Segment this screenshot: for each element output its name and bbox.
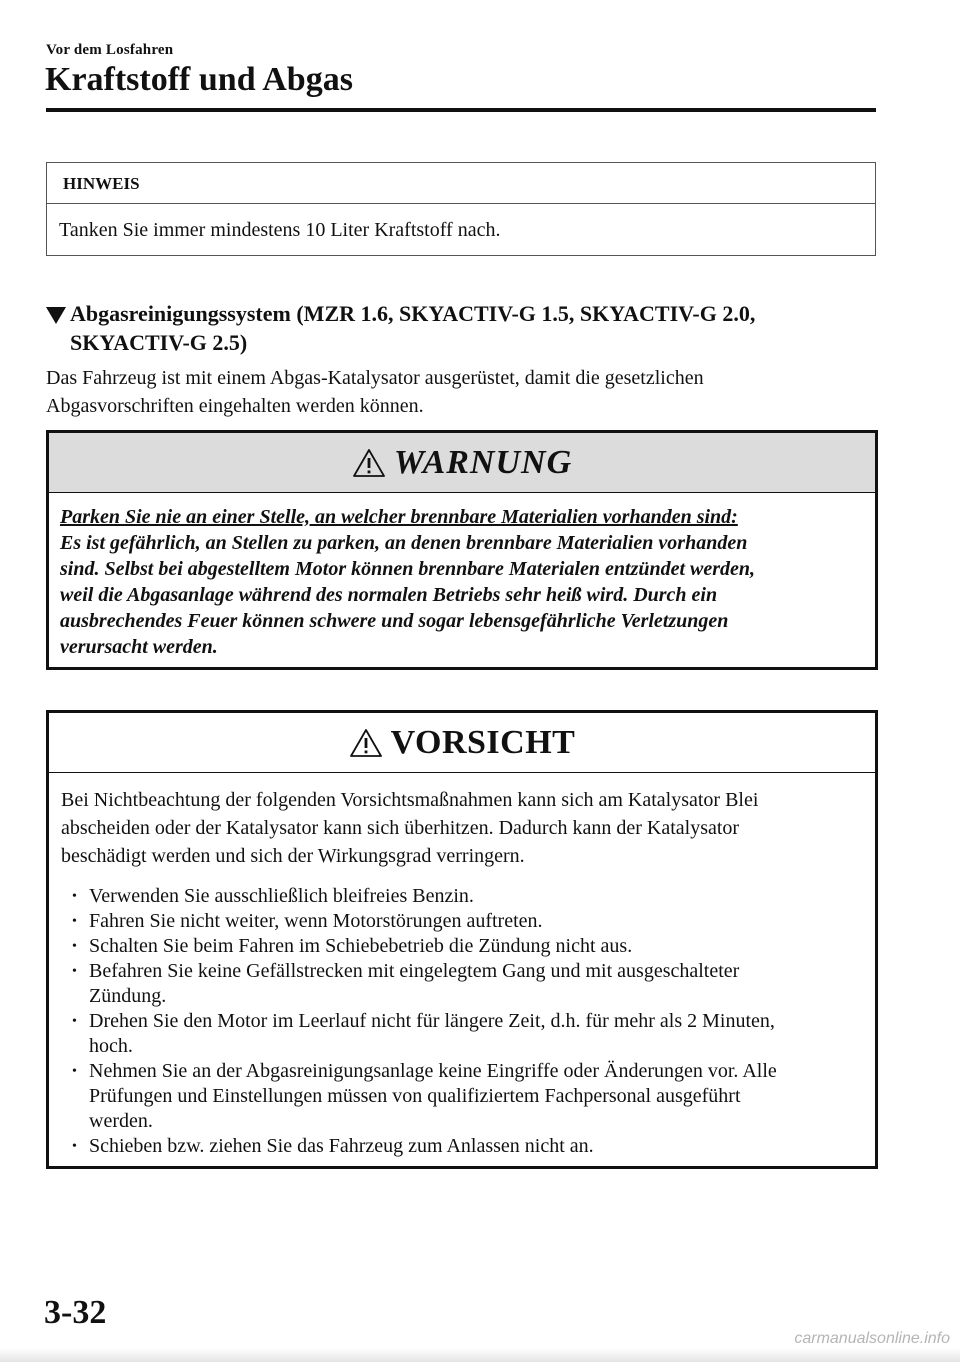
warning-body: [49, 493, 875, 660]
caution-title: VORSICHT: [390, 723, 576, 761]
warning-triangle-icon: [352, 448, 386, 478]
bullet-icon: •: [72, 889, 77, 904]
bullet-icon: •: [72, 1014, 77, 1029]
caution-intro-line: abscheiden oder der Katalysator kann sich überhitzen. Dadurch kann der Katalysator: [61, 817, 740, 839]
section-label: Vor dem Losfahren: [46, 42, 174, 58]
warning-line: sind. Selbst bei abgestelltem Motor können brennbare Materialen entzündet werden,: [60, 558, 756, 580]
list-item: [72, 1134, 863, 1159]
list-item: [72, 884, 863, 909]
warning-line: Es ist gefährlich, an Stellen zu parken, an denen brennbare Materialien vorhanden: [60, 532, 748, 554]
title-rule: [46, 108, 876, 112]
list-item-line: hoch.: [89, 1035, 133, 1057]
warning-title: WARNUNG: [393, 443, 573, 481]
list-item-line: Befahren Sie keine Gefällstrecken mit eingelegtem Gang und mit ausgeschalteter: [89, 960, 740, 982]
triangle-down-icon: [46, 307, 66, 324]
bullet-icon: •: [72, 1064, 77, 1079]
caution-intro-line: Bei Nichtbeachtung der folgenden Vorsichtsmaßnahmen kann sich am Katalysator Blei: [61, 789, 759, 811]
list-item-line: Fahren Sie nicht weiter, wenn Motorstörungen auftreten.: [89, 910, 543, 932]
note-text: Tanken Sie immer mindestens 10 Liter Kraftstoff nach.: [59, 219, 501, 241]
list-item-line: Schalten Sie beim Fahren im Schiebebetrieb die Zündung nicht aus.: [89, 935, 633, 957]
bullet-icon: •: [72, 939, 77, 954]
intro-line: Abgasvorschriften eingehalten werden können.: [46, 395, 424, 417]
warning-lead: Parken Sie nie an einer Stelle, an welcher brennbare Materialien vorhanden sind:: [60, 506, 738, 528]
section-heading-line: SKYACTIV-G 2.5): [70, 330, 248, 355]
caution-intro-line: beschädigt werden und sich der Wirkungsgrad verringern.: [61, 845, 525, 867]
intro-line: Das Fahrzeug ist mit einem Abgas-Katalysator ausgerüstet, damit die gesetzlichen: [46, 367, 704, 389]
chapter-title: Kraftstoff und Abgas: [45, 61, 353, 98]
warning-box: [46, 430, 878, 670]
list-item-line: werden.: [89, 1110, 153, 1132]
warning-triangle-icon: [349, 728, 383, 758]
caution-box: [46, 710, 878, 1169]
warning-header: [49, 433, 875, 493]
list-item-line: Zündung.: [89, 985, 167, 1007]
bullet-icon: •: [72, 914, 77, 929]
list-item-line: Drehen Sie den Motor im Leerlauf nicht für längere Zeit, d.h. für mehr als 2 Minuten,: [89, 1010, 775, 1032]
caution-list: [49, 884, 875, 1159]
caution-header: [49, 713, 875, 773]
note-title: HINWEIS: [47, 163, 875, 204]
list-item: [72, 1059, 863, 1134]
bullet-icon: •: [72, 964, 77, 979]
section-heading: [46, 299, 876, 357]
list-item-line: Verwenden Sie ausschließlich bleifreies Benzin.: [89, 885, 474, 907]
warning-line: verursacht werden.: [60, 636, 218, 658]
note-box: [46, 162, 876, 256]
list-item: [72, 909, 863, 934]
warning-line: ausbrechendes Feuer können schwere und sogar lebensgefährliche Verletzungen: [60, 610, 729, 632]
warning-line: weil die Abgasanlage während des normalen Betriebs sehr heiß wird. Durch ein: [60, 584, 718, 606]
list-item-line: Nehmen Sie an der Abgasreinigungsanlage keine Eingriffe oder Änderungen vor. Alle: [89, 1060, 777, 1082]
caution-intro: [49, 773, 875, 870]
list-item: [72, 1009, 863, 1059]
footer-band: [0, 1348, 960, 1362]
section-intro: [46, 364, 876, 420]
watermark[interactable]: carmanualsonline.info: [794, 1330, 950, 1347]
list-item-line: Prüfungen und Einstellungen müssen von qualifiziertem Fachpersonal ausgeführt: [89, 1085, 741, 1107]
bullet-icon: •: [72, 1139, 77, 1154]
list-item-line: Schieben bzw. ziehen Sie das Fahrzeug zum Anlassen nicht an.: [89, 1135, 594, 1157]
list-item: [72, 959, 863, 1009]
section-heading-line: Abgasreinigungssystem (MZR 1.6, SKYACTIV-G 1.5, SKYACTIV-G 2.0,: [70, 301, 756, 326]
page-number: 3-32: [44, 1294, 107, 1331]
list-item: [72, 934, 863, 959]
